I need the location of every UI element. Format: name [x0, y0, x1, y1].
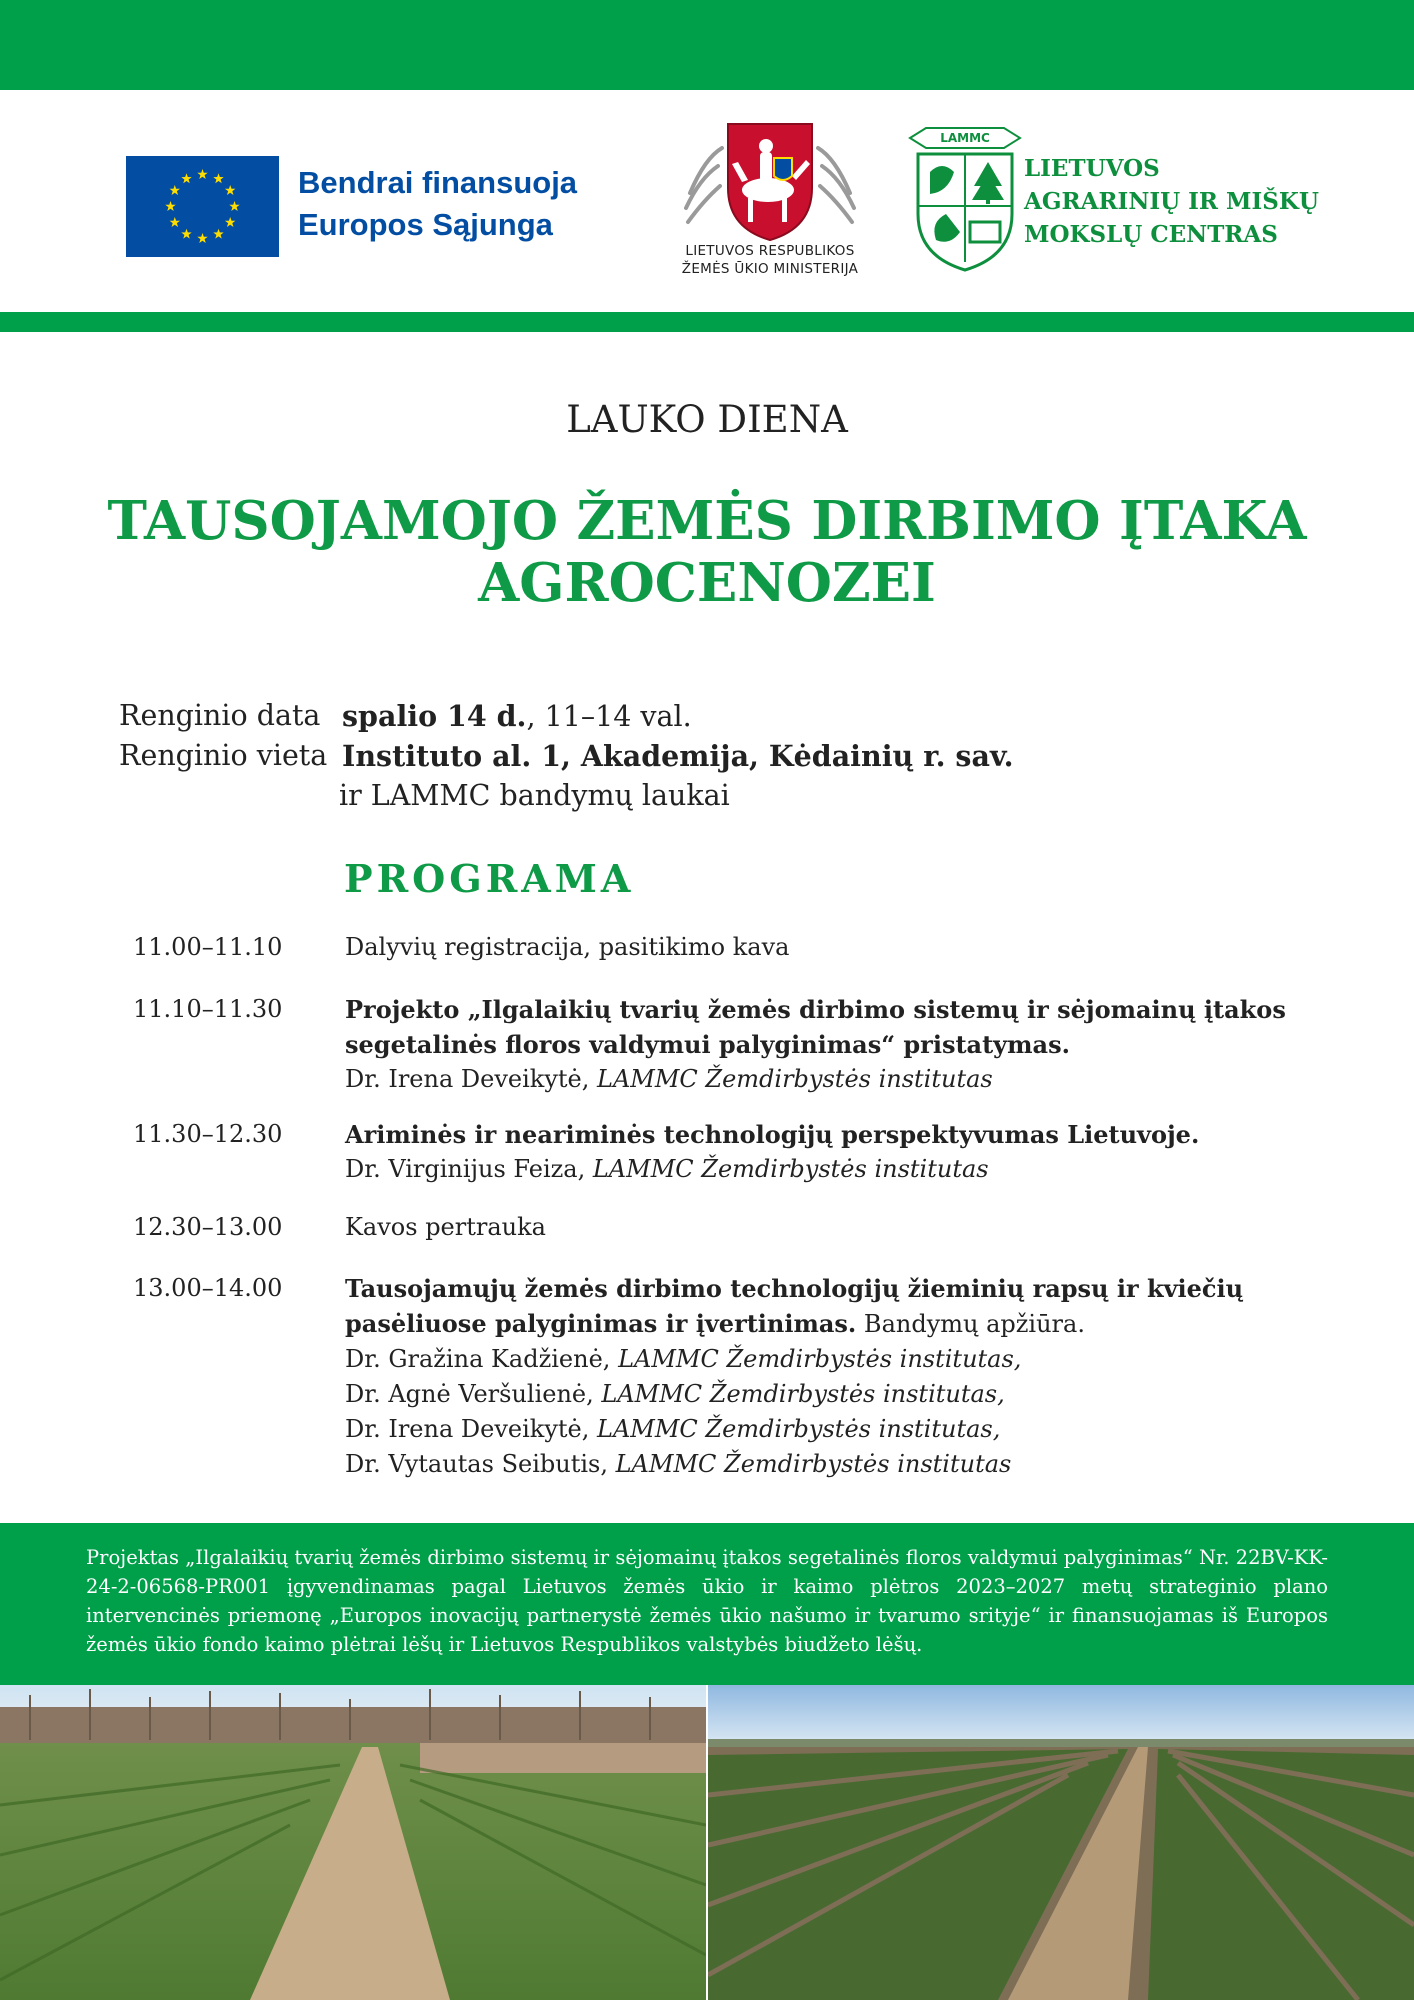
eu-star-icon: [165, 201, 175, 211]
program-speaker-line: [345, 1062, 1355, 1097]
eu-star-icon: [170, 217, 180, 227]
speaker-institute: LAMMC Žemdirbystės institutas,: [618, 1345, 1022, 1373]
lammc-name: [1024, 152, 1319, 251]
speaker-institute: LAMMC Žemdirbystės institutas,: [597, 1415, 1001, 1443]
eu-funding-text: [298, 162, 577, 246]
eu-star-icon: [197, 169, 207, 179]
speaker-name: Dr. Gražina Kadžienė,: [345, 1345, 611, 1373]
program-line: Tausojamųjų žemės dirbimo technologijų žieminių rapsų ir kviečių: [345, 1274, 1244, 1303]
event-title-line-1: TAUSOJAMOJO ŽEMĖS DIRBIMO ĮTAKA: [107, 490, 1307, 552]
date-label: Renginio data: [119, 699, 321, 732]
program-desc: [345, 1210, 1355, 1245]
place-label: Renginio vieta: [119, 739, 328, 772]
eu-line-2: Europos Sąjunga: [298, 207, 553, 242]
program-speaker-line: [345, 1152, 1355, 1187]
logo-header: [0, 90, 1414, 312]
wheat-field-photo: [0, 1685, 706, 2000]
lammc-emblem-icon: [906, 122, 1024, 274]
eu-star-icon: [225, 185, 235, 195]
date-bold: spalio 14 d.: [342, 699, 527, 733]
program-desc: [345, 992, 1355, 1097]
event-title-line-2: AGROCENOZEI: [478, 552, 936, 614]
program-line: Dalyvių registracija, pasitikimo kava: [345, 933, 790, 961]
event-type: LAUKO DIENA: [566, 398, 848, 441]
eu-star-icon: [225, 217, 235, 227]
program-desc: [345, 1271, 1355, 1482]
funding-statement: Projektas „Ilgalaikių tvarių žemės dirbimo sistemų ir sėjomainų įtakos segetalinės floros valdymui palyginimas“ Nr. 22BV-KK-24-2-06568-PR001 įgyvendinamas pagal Lietuvos žemės ūkio ir kaimo plėtros 2023–2027 metų strateginio plano intervencinės priemonę „Europos inovacijų partnerystė žemės ūkio našumo ir tvarumo srityje“ ir finansuojamas iš Europos žemės ūkio fondo kaimo plėtrai lėšų ir Lietuvos Respublikos valstybės biudžeto lėšų.: [86, 1546, 1328, 1656]
speaker-institute: LAMMC Žemdirbystės institutas,: [601, 1380, 1005, 1408]
program-line-rest: Bandymų apžiūra.: [856, 1310, 1085, 1338]
place-value: [342, 736, 1014, 777]
program-speaker-line: [345, 1412, 1355, 1447]
eu-star-icon: [229, 201, 239, 211]
ministry-line-1: LIETUVOS RESPUBLIKOS: [685, 243, 855, 259]
eu-line-1: Bendrai finansuoja: [298, 165, 578, 200]
program-speaker-line: [345, 1377, 1355, 1412]
top-green-bar: [0, 0, 1414, 90]
program-line: Kavos pertrauka: [345, 1213, 546, 1241]
funding-footer: [0, 1523, 1414, 1685]
lammc-badge: LAMMC: [940, 131, 990, 145]
eu-star-icon: [213, 173, 223, 183]
program-line: [345, 1306, 1355, 1342]
program-time: 13.00–14.00: [133, 1274, 283, 1302]
rapeseed-field-photo: [708, 1685, 1414, 2000]
eu-star-icon: [181, 173, 191, 183]
speaker-institute: LAMMC Žemdirbystės institutas: [597, 1065, 993, 1093]
program-desc: [345, 930, 1355, 965]
speaker-name: Dr. Agnė Veršulienė,: [345, 1380, 594, 1408]
program-time: 12.30–13.00: [133, 1213, 283, 1241]
ministry-name: [640, 242, 900, 278]
program-line-bold: pasėliuose palyginimas ir įvertinimas.: [345, 1309, 857, 1338]
header-divider-bar: [0, 312, 1414, 332]
program-time: 11.10–11.30: [133, 995, 283, 1023]
date-value: [342, 696, 692, 737]
speaker-name: Dr. Virginijus Feiza,: [345, 1155, 586, 1183]
speaker-name: Dr. Irena Deveikytė,: [345, 1065, 590, 1093]
program-speaker-line: [345, 1342, 1355, 1377]
program-heading: PROGRAMA: [344, 856, 635, 901]
place-line-2: ir LAMMC bandymų laukai: [339, 779, 730, 812]
speaker-name: Dr. Vytautas Seibutis,: [345, 1450, 608, 1478]
program-line: Ariminės ir neariminės technologijų perspektyvumas Lietuvoje.: [345, 1120, 1200, 1149]
lammc-line-1: LIETUVOS: [1024, 155, 1160, 182]
eu-flag-icon: [126, 156, 279, 257]
program-line: Projekto „Ilgalaikių tvarių žemės dirbimo sistemų ir sėjomainų įtakos: [345, 995, 1286, 1024]
event-title: [100, 490, 1314, 614]
program-speaker-line: [345, 1447, 1355, 1482]
speaker-institute: LAMMC Žemdirbystės institutas: [592, 1155, 989, 1183]
eu-star-icon: [197, 233, 207, 243]
speaker-institute: LAMMC Žemdirbystės institutas: [615, 1450, 1012, 1478]
date-rest: , 11–14 val.: [526, 700, 692, 733]
field-photos: [0, 1685, 1414, 2000]
lammc-line-2: AGRARINIŲ IR MIŠKŲ: [1024, 188, 1319, 215]
eu-star-icon: [213, 229, 223, 239]
program-time: 11.30–12.30: [133, 1120, 283, 1148]
speaker-name: Dr. Irena Deveikytė,: [345, 1415, 590, 1443]
program-desc: [345, 1117, 1355, 1187]
eu-star-icon: [170, 185, 180, 195]
eu-star-icon: [181, 229, 191, 239]
program-time: 11.00–11.10: [133, 933, 283, 961]
program-line: segetalinės floros valdymui palyginimas“ pristatymas.: [345, 1030, 1070, 1059]
place-bold: Instituto al. 1, Akademija, Kėdainių r. sav.: [342, 739, 1014, 773]
lammc-line-3: MOKSLŲ CENTRAS: [1024, 221, 1278, 248]
ministry-line-2: ŽEMĖS ŪKIO MINISTERIJA: [681, 261, 859, 277]
